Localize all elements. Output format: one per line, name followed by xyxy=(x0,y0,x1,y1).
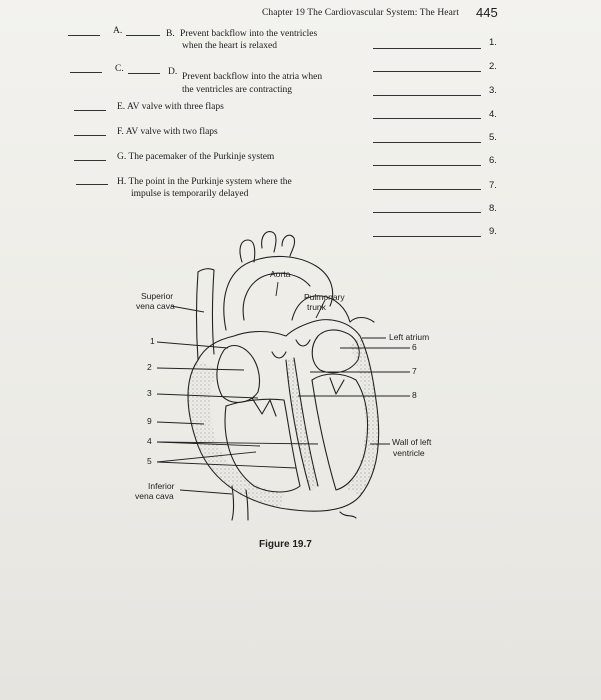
item-b-text-line2: when the heart is relaxed xyxy=(182,41,277,51)
item-g-text: G. The pacemaker of the Purkinje system xyxy=(117,152,275,162)
label-pulmonary-trunk-line2: trunk xyxy=(307,302,326,312)
label-superior-vena-cava: Superior xyxy=(141,291,174,301)
item-f-text: F. AV valve with two flaps xyxy=(117,127,218,137)
diagram-number-7: 7 xyxy=(412,366,417,376)
septum-stipple xyxy=(286,358,318,490)
answer-number-5: 5. xyxy=(489,132,497,143)
right-wall-stipple xyxy=(188,360,284,508)
diagram-number-6: 6 xyxy=(412,342,417,352)
item-h-text: H. The point in the Purkinje system where the xyxy=(117,177,292,187)
label-superior-vena-cava-line2: vena cava xyxy=(136,301,175,311)
item-d-text-line2: the ventricles are contracting xyxy=(182,85,292,95)
right-atrium xyxy=(217,346,260,403)
label-wall-left-ventricle: Wall of left xyxy=(392,437,432,447)
item-c-letter: C. xyxy=(115,64,124,74)
diagram-number-4: 4 xyxy=(147,436,152,446)
diagram-number-1: 1 xyxy=(150,336,155,346)
aortic-valve xyxy=(272,352,286,358)
label-wall-left-ventricle-line2: ventricle xyxy=(393,448,425,458)
item-d-letter: D. xyxy=(168,67,178,77)
diagram-number-8: 8 xyxy=(412,390,417,400)
diagram-number-5: 5 xyxy=(147,456,152,466)
diagram-number-2: 2 xyxy=(147,362,152,372)
diagram-number-9: 9 xyxy=(147,416,152,426)
item-d-text: Prevent backflow into the atria when xyxy=(182,72,323,82)
tricuspid-valve xyxy=(252,398,276,416)
pulmonary-valve xyxy=(296,340,310,346)
mitral-valve xyxy=(330,378,344,394)
answer-number-6: 6. xyxy=(489,155,497,166)
label-inferior-vena-cava: Inferior xyxy=(148,481,175,491)
answer-number-4: 4. xyxy=(489,109,497,120)
diagram-number-3: 3 xyxy=(147,388,152,398)
answer-number-3: 3. xyxy=(489,85,497,96)
item-e-text: E. AV valve with three flaps xyxy=(117,102,224,112)
answer-number-7: 7. xyxy=(489,180,497,191)
item-h-text-line2: impulse is temporarily delayed xyxy=(131,189,249,199)
aortic-branch-right xyxy=(282,235,295,256)
figure-caption: Figure 19.7 xyxy=(259,539,312,550)
answer-number-1: 1. xyxy=(489,37,497,48)
left-wall-stipple xyxy=(346,336,379,496)
label-aorta: Aorta xyxy=(270,269,291,279)
item-b-text: Prevent backflow into the ventricles xyxy=(180,29,318,39)
answer-number-9: 9. xyxy=(489,226,497,237)
aortic-branch-left xyxy=(240,240,255,262)
running-header: Chapter 19 The Cardiovascular System: The Heart xyxy=(262,8,459,18)
item-a-letter: A. xyxy=(113,26,123,36)
aortic-branch-mid xyxy=(262,232,276,252)
label-left-atrium: Left atrium xyxy=(389,332,430,342)
answer-number-2: 2. xyxy=(489,61,497,72)
page-number: 445 xyxy=(476,5,498,20)
answer-number-8: 8. xyxy=(489,203,497,214)
label-inferior-vena-cava-line2: vena cava xyxy=(135,491,174,501)
item-b-letter: B. xyxy=(166,29,175,39)
label-pulmonary-trunk: Pulmonary xyxy=(304,292,345,302)
